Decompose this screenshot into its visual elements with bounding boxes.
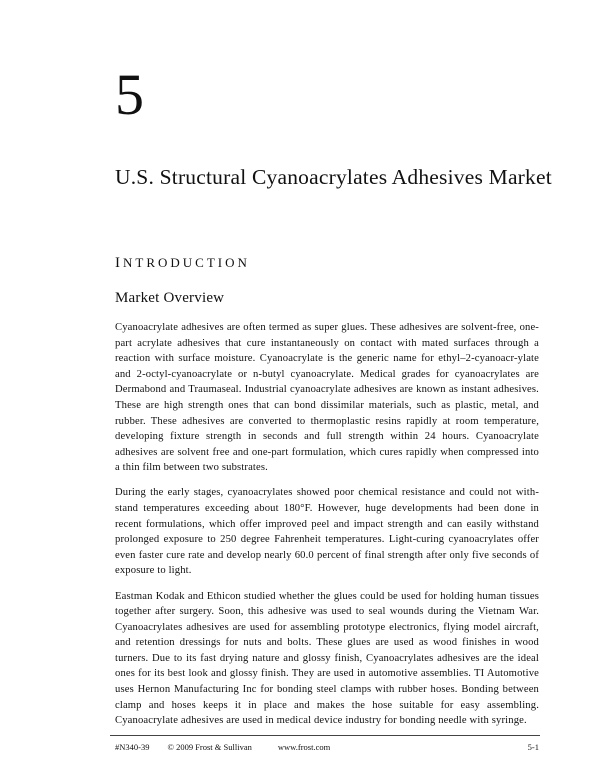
- page-footer: [115, 742, 539, 752]
- section-label-rest: NTRODUCTION: [123, 255, 250, 270]
- body-text: [115, 320, 539, 738]
- subheading-market-overview: Market Overview: [115, 290, 225, 306]
- paragraph: During the early stages, cyanoacrylates showed poor chemical resistance and could not with-stand temperatures exceeding about 180°F. However, huge developments had been done in recent formulations, which offer improved peel and impact strength and can easily withstand prolonged exposure to 250 degree Fahrenheit temperatures. Light-curing cyanoacrylates offer even faster cure rate and develop nearly 60.0 percent of final strength after only five seconds of exposure to light.: [115, 487, 539, 577]
- paragraph: Eastman Kodak and Ethicon studied whether the glues could be used for holding human tissues together after surgery. Soon, this adhesive was used to seal wounds during the Vietnam War. Cyanoacrylates adhesives are used for assembling prototype electronics, flying model aircraft, and retention dressings for nuts and bolts. These glues are used as wood finishes in wood turners. Due to its fast drying nature and glossy finish, Cyanoacrylates adhesives are the ideal ones for its best look and glossy finish. They are used in automotive assemblies. TI Automotive uses Hernon Manufacturing Inc for bonding steel clamps with rubber hoses. Bonding between clamp and hoses keeps it in place and makes the hose suitable for easy assembling. Cyanoacrylate adhesives are used in medical device industry for bonding needle with syringe.: [115, 590, 539, 727]
- footer-page-number: 5-1: [527, 742, 539, 752]
- footer-website: www.frost.com: [277, 742, 331, 752]
- chapter-title: U.S. Structural Cyanoacrylates Adhesives Market: [115, 165, 552, 189]
- section-label: [115, 255, 250, 272]
- footer-doc-id: #N340-39: [115, 742, 150, 752]
- footer-divider: [110, 735, 540, 736]
- footer-copyright: © 2009 Frost & Sullivan: [167, 742, 252, 752]
- paragraph: Cyanoacrylate adhesives are often termed as super glues. These adhesives are solvent-free, one-part acrylate adhesives that cure instantaneously on contact with mated surfaces through a reaction with surface moisture. Cyanoacrylate is the generic name for ethyl–2-cyanoacr-ylate and 2-octyl-cyanoacrylate or n-butyl cyanoacrylate. Medical grades for cyanoacrylates are Dermabond and Traumaseal. Industrial cyanoacrylate adhesives are known as instant adhesives. These are high strength ones that can bond dissimilar materials, such as plastic, metal, and rubber. These adhesives are converted to thermoplastic resins rapidly at room temperature, developing fixture strength in seconds and full strength within 24 hours. Cyanoacrylate adhesives are solvent free and one-part formulation, which cures rapidly when compressed into a thin film between two substrates.: [115, 322, 539, 474]
- chapter-number: 5: [115, 62, 144, 127]
- section-label-initial: I: [115, 255, 123, 271]
